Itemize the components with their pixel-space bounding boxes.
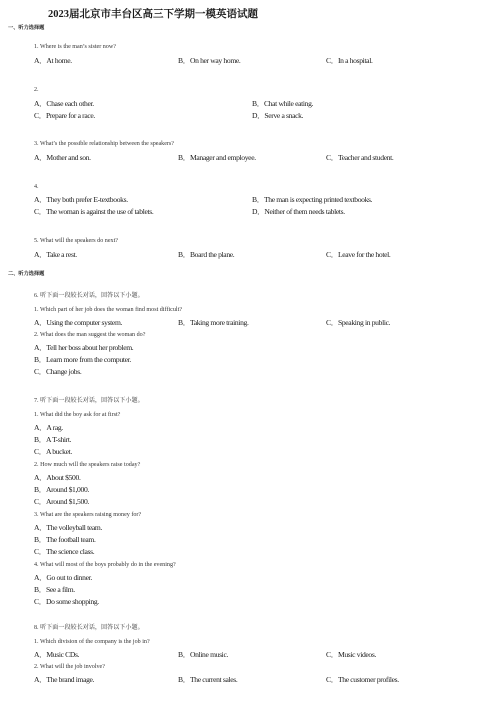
option-d: D．Serve a snack. bbox=[252, 111, 304, 120]
option-a: A．They both prefer E-textbooks. bbox=[34, 195, 128, 204]
question-stem: 2. What will the job involve? bbox=[34, 664, 105, 670]
option-a: A．At home. bbox=[34, 56, 72, 65]
option-c: C．The customer profiles. bbox=[326, 675, 399, 684]
option-b: B．Board the plane. bbox=[178, 250, 235, 259]
option-a: A．Mother and son. bbox=[34, 153, 91, 162]
option-b: B．Chat while eating. bbox=[252, 99, 314, 108]
option-b: B．Online music. bbox=[178, 650, 229, 659]
option-a: A．Music CDs. bbox=[34, 650, 80, 659]
option-c: C．In a hospital. bbox=[326, 56, 373, 65]
option-c: C．Music videos. bbox=[326, 650, 377, 659]
section-heading: 一、听力选择题 bbox=[8, 25, 45, 31]
option-b: B．See a film. bbox=[34, 585, 75, 594]
option-b: B．On her way home. bbox=[178, 56, 241, 65]
option-b: B．Manager and employee. bbox=[178, 153, 256, 162]
section-heading: 二、听力选择题 bbox=[8, 271, 45, 277]
option-c: C．Leave for the hotel. bbox=[326, 250, 391, 259]
question-stem: 2. bbox=[34, 87, 39, 93]
option-a: A．A rag. bbox=[34, 423, 63, 432]
page-title: 2023届北京市丰台区高三下学期一模英语试题 bbox=[48, 9, 258, 20]
question-stem: 3. What’s the possible relationship between the speakers? bbox=[34, 141, 175, 147]
option-c: C．The woman is against the use of tablets. bbox=[34, 207, 154, 216]
option-d: D．Neither of them needs tablets. bbox=[252, 207, 345, 216]
option-b: B．The man is expecting printed textbooks. bbox=[252, 195, 373, 204]
option-b: B．The current sales. bbox=[178, 675, 238, 684]
group-intro: 7. 听下面一段较长对话，回答以下小题。 bbox=[34, 398, 144, 404]
option-b: B．Taking more training. bbox=[178, 318, 249, 327]
option-a: A．The brand image. bbox=[34, 675, 95, 684]
question-stem: 5. What will the speakers do next? bbox=[34, 238, 118, 244]
question-stem: 2. How much will the speakers raise today? bbox=[34, 462, 141, 468]
option-b: B．The football team. bbox=[34, 535, 96, 544]
option-a: A．Chase each other. bbox=[34, 99, 94, 108]
option-a: A．The volleyball team. bbox=[34, 523, 103, 532]
question-stem: 4. What will most of the boys probably do in the evening? bbox=[34, 562, 176, 568]
group-intro: 8. 听下面一段较长对话，回答以下小题。 bbox=[34, 625, 144, 631]
option-b: B．Around $1,000. bbox=[34, 485, 89, 494]
option-c: C．Around $1,500. bbox=[34, 497, 89, 506]
option-c: C．Change jobs. bbox=[34, 367, 82, 376]
option-a: A．Take a rest. bbox=[34, 250, 77, 259]
option-c: C．A bucket. bbox=[34, 447, 72, 456]
question-stem: 3. What are the speakers raising money for? bbox=[34, 512, 142, 518]
question-stem: 1. Where is the man’s sister now? bbox=[34, 44, 116, 50]
question-stem: 1. Which division of the company is the job in? bbox=[34, 639, 150, 645]
option-a: A．Tell her boss about her problem. bbox=[34, 343, 134, 352]
option-c: C．Do some shopping. bbox=[34, 597, 99, 606]
question-stem: 4. bbox=[34, 184, 39, 190]
question-stem: 2. What does the man suggest the woman do? bbox=[34, 332, 146, 338]
option-c: C．Speaking in public. bbox=[326, 318, 391, 327]
option-c: C．Teacher and student. bbox=[326, 153, 394, 162]
question-stem: 1. What did the boy ask for at first? bbox=[34, 412, 121, 418]
option-a: A．Go out to dinner. bbox=[34, 573, 92, 582]
option-c: C．Prepare for a race. bbox=[34, 111, 95, 120]
option-b: B．A T-shirt. bbox=[34, 435, 72, 444]
option-c: C．The science class. bbox=[34, 547, 95, 556]
option-a: A．Using the computer system. bbox=[34, 318, 123, 327]
option-b: B．Learn more from the computer. bbox=[34, 355, 131, 364]
question-stem: 1. Which part of her job does the woman find most difficult? bbox=[34, 307, 183, 313]
option-a: A．About $500. bbox=[34, 473, 81, 482]
group-intro: 6. 听下面一段较长对话，回答以下小题。 bbox=[34, 293, 144, 299]
